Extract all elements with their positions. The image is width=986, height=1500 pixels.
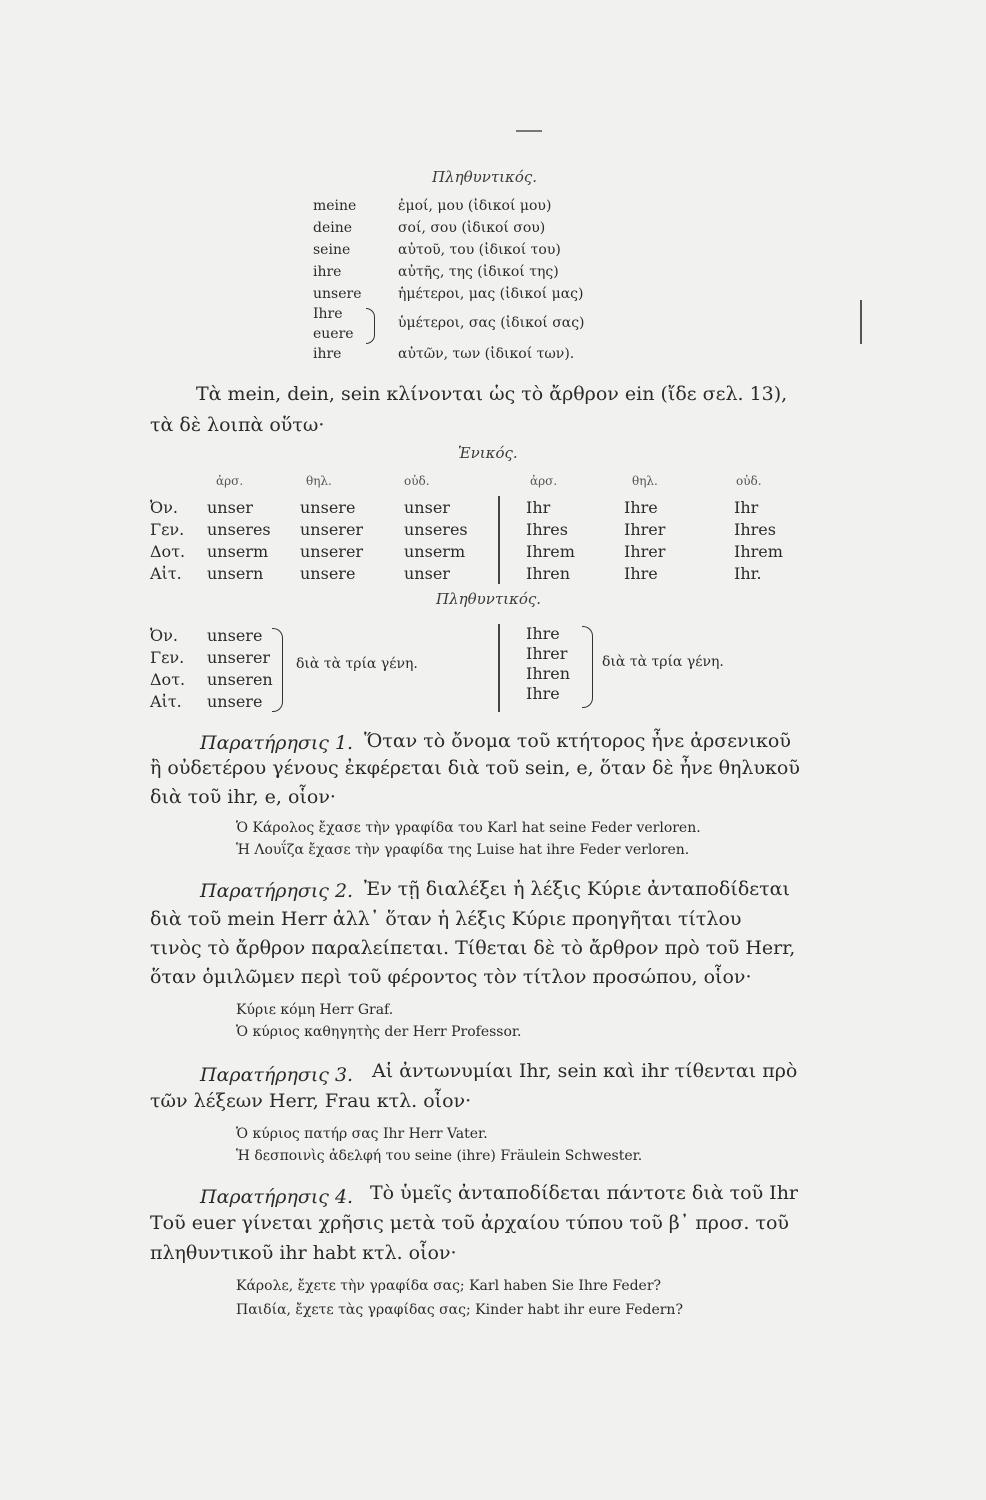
table-cell: Ihren: [526, 564, 571, 583]
brace-icon: [366, 308, 375, 344]
case-label: Δοτ.: [150, 542, 186, 561]
example-line: Κάρολε, ἔχετε τὴν γραφίδα σας; Karl haben Sie Ihre Feder?: [236, 1278, 662, 1294]
case-label: Αἰτ.: [150, 564, 182, 583]
table-cell: unsere: [207, 626, 263, 645]
remark-text: τινὸς τὸ ἄρθρον παραλείπεται. Τίθεται δὲ τὸ ἄρθρον πρὸ τοῦ Herr,: [150, 937, 796, 959]
remark-text: Τὸ ὑμεῖς ἀνταποδίδεται πάντοτε διὰ τοῦ Ihr: [370, 1182, 799, 1204]
list-item-de: ihre: [313, 264, 342, 280]
table-cell: unserer: [300, 542, 364, 561]
example-line: Ὁ κύριος πατήρ σας Ihr Herr Vater.: [236, 1126, 488, 1142]
table-cell: Ihr: [734, 498, 759, 517]
remark-text: ὅταν ὁμιλῶμεν περὶ τοῦ φέροντος τὸν τίτλον προσώπου, οἷον·: [150, 966, 752, 988]
singular-heading: Ἑνικός.: [458, 444, 518, 462]
list-item-gr: αὐτῶν, των (ἰδικοί των).: [398, 346, 575, 362]
table-cell: Ihrer: [624, 542, 666, 561]
table-cell: Ihrer: [526, 644, 568, 663]
case-label: Γεν.: [150, 648, 185, 667]
table-cell: Ihrem: [526, 542, 575, 561]
case-label: Δοτ.: [150, 670, 186, 689]
gender-header: θηλ.: [306, 474, 332, 488]
remark-text: ἢ οὐδετέρου γένους ἐκφέρεται διὰ τοῦ sein, e, ὅταν δὲ ἦνε θηλυκοῦ: [150, 757, 800, 779]
example-line: Ἡ δεσποινὶς ἀδελφή του seine (ihre) Fräulein Schwester.: [236, 1148, 643, 1164]
table-cell: Ihrem: [734, 542, 783, 561]
gender-header: οὐδ.: [736, 474, 762, 488]
table-cell: unser: [404, 564, 450, 583]
all-genders-label: διὰ τὰ τρία γένη.: [602, 654, 724, 670]
table-cell: unseren: [207, 670, 273, 689]
remark-text: διὰ τοῦ ihr, e, οἷον·: [150, 786, 336, 808]
table-cell: Ihrer: [624, 520, 666, 539]
table-cell: unserm: [207, 542, 269, 561]
table-cell: Ihr: [526, 498, 551, 517]
remark-title: Παρατήρησις 4.: [200, 1186, 354, 1208]
table-cell: unsern: [207, 564, 264, 583]
remark-text: Τοῦ euer γίνεται χρῆσις μετὰ τοῦ ἀρχαίου τύπου τοῦ β᾽ προσ. τοῦ: [150, 1212, 789, 1234]
table-cell: Ihr.: [734, 564, 762, 583]
brace-icon: [582, 626, 593, 708]
list-item-de: unsere: [313, 286, 362, 302]
example-line: Παιδία, ἔχετε τὰς γραφίδας σας; Kinder habt ihr eure Federn?: [236, 1302, 683, 1318]
remark-text: Ἐν τῇ διαλέξει ἡ λέξις Κύριε ἀνταποδίδεται: [364, 878, 790, 900]
table-cell: unserer: [207, 648, 271, 667]
list-item-de: deine: [313, 220, 353, 236]
plural-heading-2: Πληθυντικός.: [436, 590, 542, 608]
list-item-de: ihre: [313, 346, 342, 362]
intro-line-1: Τὰ mein, dein, sein κλίνονται ὡς τὸ ἄρθρον ein (ἴδε σελ. 13),: [196, 383, 788, 405]
remark-text: Ὅταν τὸ ὄνομα τοῦ κτήτορος ἦνε ἀρσενικοῦ: [364, 730, 791, 752]
table-cell: unser: [404, 498, 450, 517]
scan-mark: [516, 130, 542, 132]
example-line: Ἡ Λουΐζα ἔχασε τὴν γραφίδα της Luise hat ihre Feder verloren.: [236, 842, 690, 858]
table-divider: [498, 496, 500, 584]
list-item-gr: ἡμέτεροι, μας (ἰδικοί μας): [398, 286, 584, 302]
gender-header: οὐδ.: [404, 474, 430, 488]
gender-header: θηλ.: [632, 474, 658, 488]
intro-line-2: τὰ δὲ λοιπὰ οὕτω·: [150, 414, 325, 436]
table-cell: Ihre: [624, 498, 658, 517]
table-cell: unsere: [300, 498, 356, 517]
table-cell: unserer: [300, 520, 364, 539]
remark-title: Παρατήρησις 2.: [200, 880, 354, 902]
case-label: Γεν.: [150, 520, 185, 539]
gender-header: ἀρσ.: [216, 474, 244, 488]
table-cell: Ihres: [526, 520, 568, 539]
list-item-gr: ὑμέτεροι, σας (ἰδικοί σας): [398, 315, 585, 331]
remark-title: Παρατήρησις 3.: [200, 1064, 354, 1086]
table-cell: Ihre: [624, 564, 658, 583]
table-cell: unsere: [207, 692, 263, 711]
example-line: Κύριε κόμη Herr Graf.: [236, 1002, 394, 1018]
gender-header: ἀρσ.: [530, 474, 558, 488]
scan-mark: [860, 300, 862, 344]
table-cell: unseres: [207, 520, 271, 539]
list-item-de: Ihre: [313, 306, 343, 322]
list-item-gr: αὐτοῦ, του (ἰδικοί του): [398, 242, 561, 258]
table-divider: [498, 624, 500, 712]
table-cell: Ihre: [526, 624, 560, 643]
plural-heading: Πληθυντικός.: [432, 168, 538, 186]
remark-text: πληθυντικοῦ ihr habt κτλ. οἷον·: [150, 1242, 457, 1264]
list-item-de: euere: [313, 326, 354, 342]
example-line: Ὁ Κάρολος ἔχασε τὴν γραφίδα του Karl hat seine Feder verloren.: [236, 820, 701, 836]
list-item-de: seine: [313, 242, 351, 258]
remark-title: Παρατήρησις 1.: [200, 732, 354, 754]
list-item-de: meine: [313, 198, 357, 214]
remark-text: τῶν λέξεων Herr, Frau κτλ. οἷον·: [150, 1090, 472, 1112]
table-cell: Ihre: [526, 684, 560, 703]
example-line: Ὁ κύριος καθηγητὴς der Herr Professor.: [236, 1024, 522, 1040]
table-cell: unserm: [404, 542, 466, 561]
brace-icon: [272, 628, 283, 712]
case-label: Ὀν.: [150, 626, 178, 645]
case-label: Ὀν.: [150, 498, 178, 517]
case-label: Αἰτ.: [150, 692, 182, 711]
remark-text: διὰ τοῦ mein Herr ἀλλ᾽ ὅταν ἡ λέξις Κύριε προηγῆται τίτλου: [150, 908, 742, 930]
table-cell: Ihren: [526, 664, 571, 683]
all-genders-label: διὰ τὰ τρία γένη.: [296, 656, 418, 672]
remark-text: Αἱ ἀντωνυμίαι Ihr, sein καὶ ihr τίθενται πρὸ: [372, 1060, 798, 1082]
table-cell: unseres: [404, 520, 468, 539]
list-item-gr: σοί, σου (ἰδικοί σου): [398, 220, 546, 236]
table-cell: Ihres: [734, 520, 776, 539]
list-item-gr: αὐτῆς, της (ἰδικοί της): [398, 264, 559, 280]
table-cell: unsere: [300, 564, 356, 583]
table-cell: unser: [207, 498, 253, 517]
list-item-gr: ἐμοί, μου (ἰδικοί μου): [398, 198, 552, 214]
